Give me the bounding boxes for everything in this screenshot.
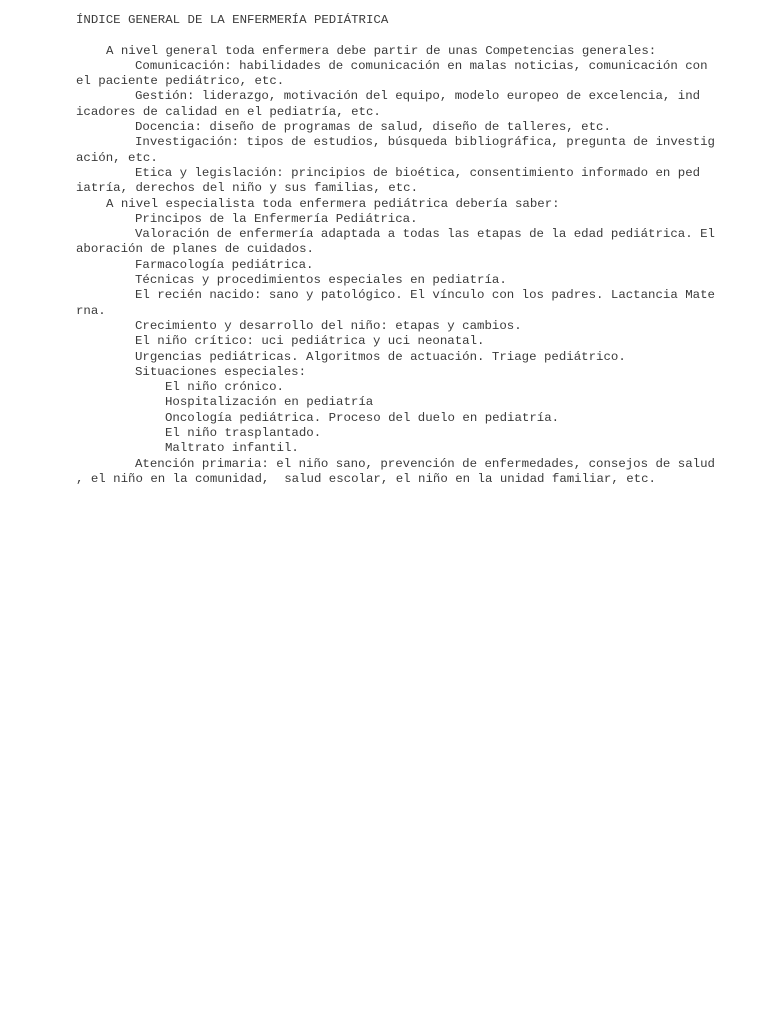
text-line: Etica y legislación: principios de bioética, consentimiento informado en ped: [135, 165, 701, 180]
text-line: rna.: [76, 303, 106, 318]
text-line: El recién nacido: sano y patológico. El vínculo con los padres. Lactancia Mate: [135, 288, 715, 303]
text-line: A nivel general toda enfermera debe partir de unas Competencias generales:: [106, 43, 657, 58]
text-line: Situaciones especiales:: [135, 364, 307, 379]
text-line: , el niño en la comunidad, salud escolar, el niño en la unidad familiar, etc.: [76, 471, 656, 486]
text-line: A nivel especialista toda enfermera pediátrica debería saber:: [106, 196, 560, 211]
text-line: iatría, derechos del niño y sus familias, etc.: [76, 181, 419, 196]
text-line: El niño crítico: uci pediátrica y uci neonatal.: [135, 334, 485, 349]
text-line: Urgencias pediátricas. Algoritmos de actuación. Triage pediátrico.: [135, 349, 626, 364]
text-line: Investigación: tipos de estudios, búsqueda bibliográfica, pregunta de investig: [135, 135, 715, 150]
text-line: Comunicación: habilidades de comunicación en malas noticias, comunicación con: [135, 58, 708, 73]
text-line: Oncología pediátrica. Proceso del duelo en pediatría.: [165, 410, 560, 425]
text-line: ación, etc.: [76, 150, 158, 165]
document-title: ÍNDICE GENERAL DE LA ENFERMERÍA PEDIÁTRICA: [76, 13, 389, 27]
text-line: El niño trasplantado.: [165, 426, 322, 441]
text-line: Gestión: liderazgo, motivación del equipo, modelo europeo de excelencia, ind: [135, 89, 701, 104]
text-line: icadores de calidad en el pediatría, etc.: [76, 104, 381, 119]
text-line: Atención primaria: el niño sano, prevención de enfermedades, consejos de salud: [135, 456, 715, 471]
text-line: aboración de planes de cuidados.: [76, 242, 314, 257]
text-line: el paciente pediátrico, etc.: [76, 74, 285, 89]
text-line: [76, 28, 756, 43]
text-line: Hospitalización en pediatría: [165, 395, 374, 410]
text-line: Farmacología pediátrica.: [135, 257, 314, 272]
text-line: Principos de la Enfermería Pediátrica.: [135, 211, 418, 226]
text-line: Valoración de enfermería adaptada a todas las etapas de la edad pediátrica. El: [135, 227, 715, 242]
text-line: Docencia: diseño de programas de salud, diseño de talleres, etc.: [135, 120, 611, 135]
text-line: Maltrato infantil.: [165, 441, 299, 456]
text-line: El niño crónico.: [165, 380, 284, 395]
document-text: [76, 13, 756, 487]
text-line: Crecimiento y desarrollo del niño: etapas y cambios.: [135, 318, 522, 333]
text-line: Técnicas y procedimientos especiales en pediatría.: [135, 273, 507, 288]
